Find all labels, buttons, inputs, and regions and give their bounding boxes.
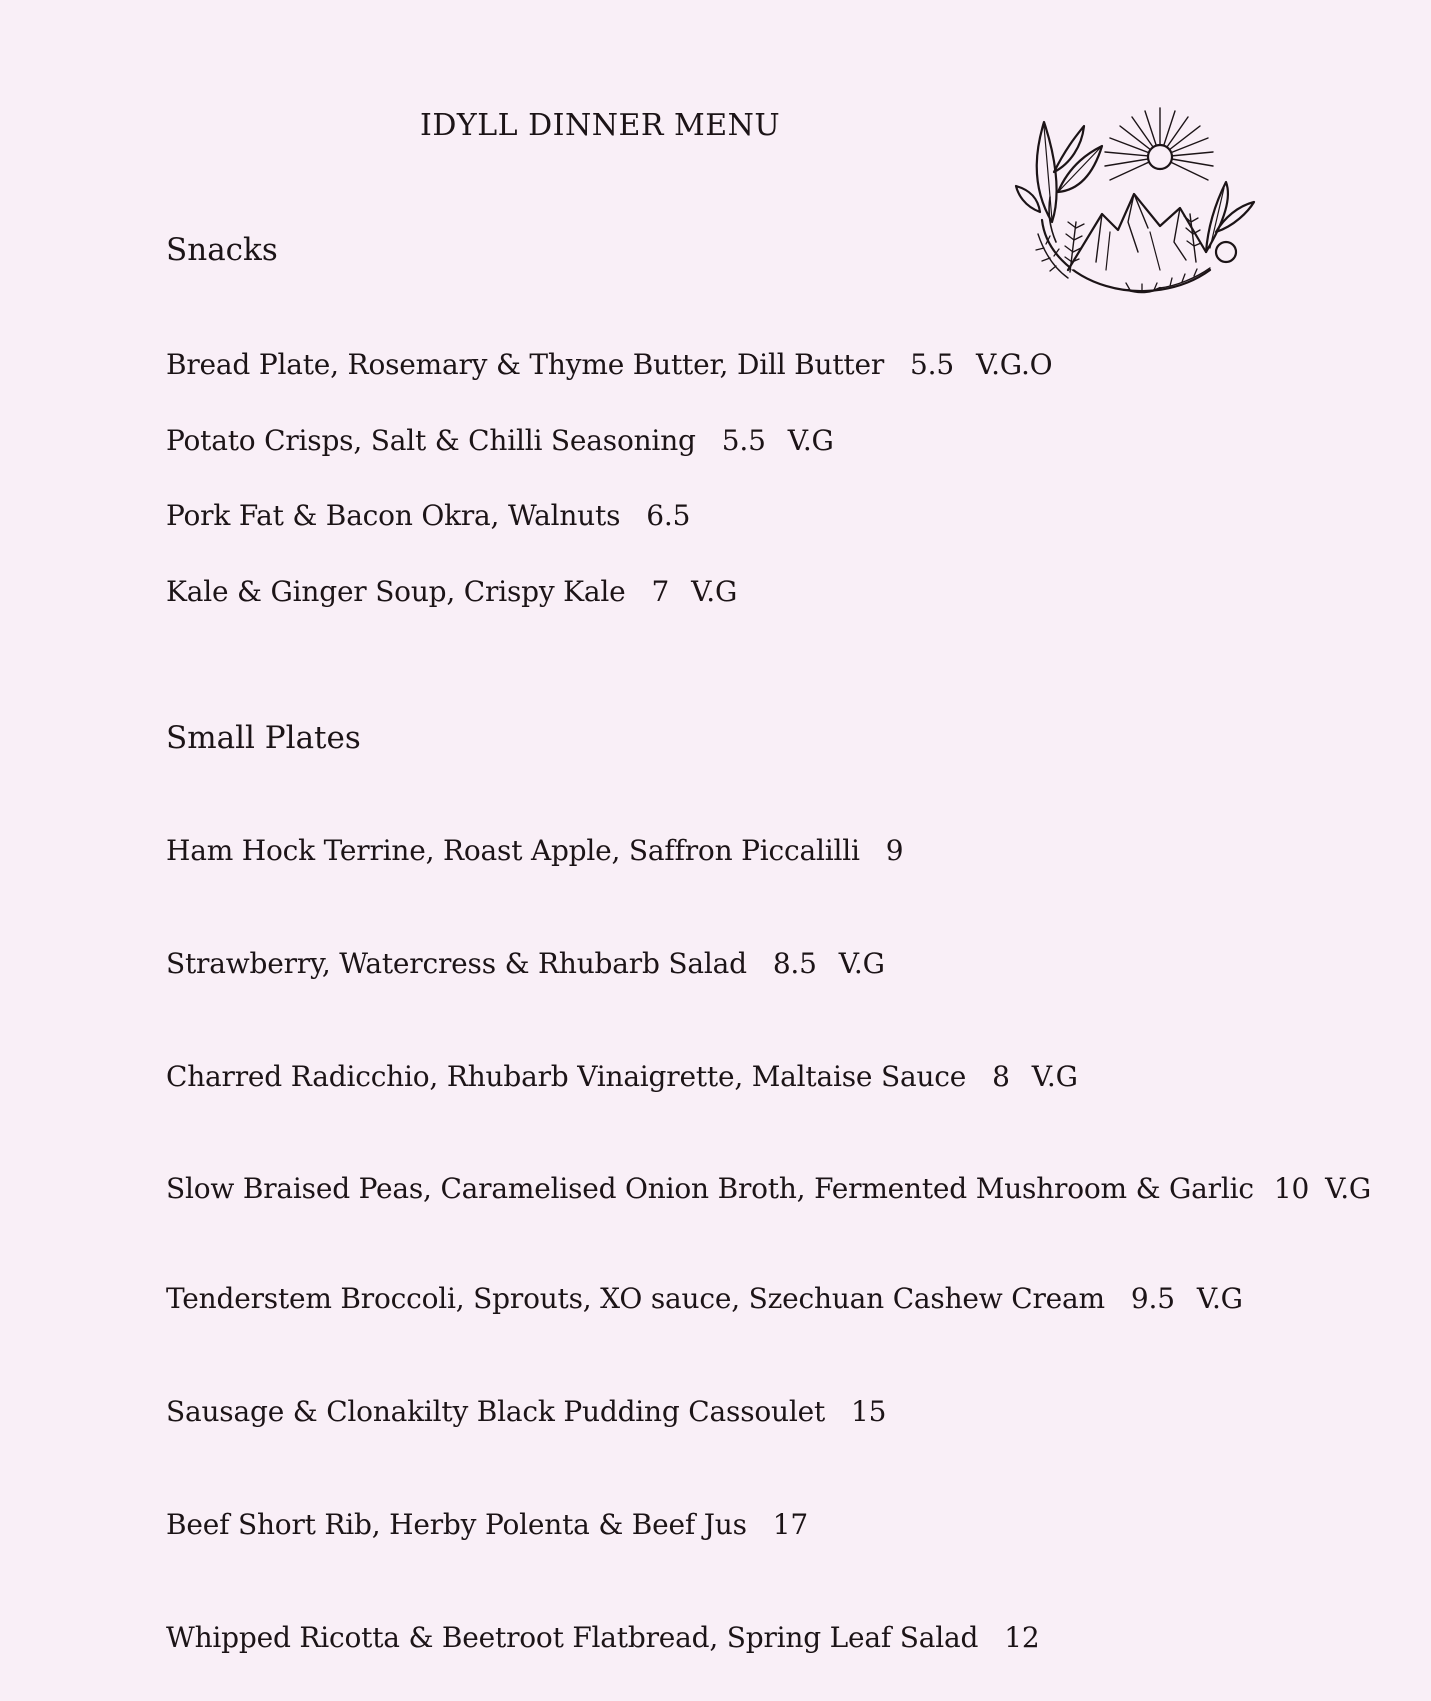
- item-name: Bread Plate, Rosemary & Thyme Butter, Dill Butter: [166, 348, 885, 381]
- item-name: Potato Crisps, Salt & Chilli Seasoning: [166, 424, 696, 457]
- item-price: 5.5: [910, 348, 954, 381]
- berry: [1216, 242, 1236, 262]
- section-title-snacks: Snacks: [166, 232, 278, 268]
- item-name: Charred Radicchio, Rhubarb Vinaigrette, Maltaise Sauce: [166, 1060, 967, 1093]
- item-price: 7: [651, 575, 670, 608]
- menu-item: [166, 947, 885, 980]
- item-price: 12: [1004, 1621, 1040, 1654]
- menu-item: [166, 1282, 1243, 1315]
- item-price: 5.5: [721, 424, 766, 457]
- item-price: 10: [1273, 1172, 1310, 1205]
- item-price: 9: [885, 834, 904, 867]
- sun-mountain-botanical-icon: [1010, 102, 1260, 302]
- menu-item: [166, 1395, 908, 1428]
- item-diet: V.G: [1031, 1060, 1078, 1093]
- item-name: Beef Short Rib, Herby Polenta & Beef Jus: [166, 1508, 747, 1541]
- item-diet: V.G: [1325, 1172, 1372, 1205]
- item-price: 15: [851, 1395, 887, 1428]
- item-name: Strawberry, Watercress & Rhubarb Salad: [166, 947, 747, 980]
- item-price: 8.5: [772, 947, 817, 980]
- menu-item: [166, 348, 1052, 381]
- menu-item: [166, 1621, 1061, 1654]
- item-diet: V.G: [838, 947, 885, 980]
- sun: [1148, 145, 1172, 169]
- item-diet: V.G.O: [975, 348, 1053, 381]
- item-diet: V.G: [691, 575, 738, 608]
- item-diet: V.G: [787, 424, 834, 457]
- menu-item: [166, 1508, 830, 1541]
- menu-item: [166, 1060, 1078, 1093]
- menu-item: [166, 1172, 1371, 1205]
- item-name: Kale & Ginger Soup, Crispy Kale: [166, 575, 626, 608]
- menu-item: [166, 575, 737, 608]
- item-name: Pork Fat & Bacon Okra, Walnuts: [166, 499, 621, 532]
- menu-title: IDYLL DINNER MENU: [420, 108, 781, 143]
- item-name: Tenderstem Broccoli, Sprouts, XO sauce, Szechuan Cashew Cream: [166, 1282, 1105, 1315]
- item-price: 8: [992, 1060, 1010, 1093]
- item-name: Slow Braised Peas, Caramelised Onion Broth, Fermented Mushroom & Garlic: [166, 1172, 1254, 1205]
- section-title-small-plates: Small Plates: [166, 720, 361, 756]
- item-name: Ham Hock Terrine, Roast Apple, Saffron Piccalilli: [166, 834, 860, 867]
- menu-item: [166, 499, 712, 532]
- item-diet: V.G: [1196, 1282, 1243, 1315]
- item-price: 17: [772, 1508, 809, 1541]
- item-name: Whipped Ricotta & Beetroot Flatbread, Spring Leaf Salad: [166, 1621, 979, 1654]
- menu-item: [166, 424, 834, 457]
- item-price: 6.5: [646, 499, 691, 532]
- item-price: 9.5: [1130, 1282, 1175, 1315]
- menu-item: [166, 834, 925, 867]
- item-name: Sausage & Clonakilty Black Pudding Cassoulet: [166, 1395, 826, 1428]
